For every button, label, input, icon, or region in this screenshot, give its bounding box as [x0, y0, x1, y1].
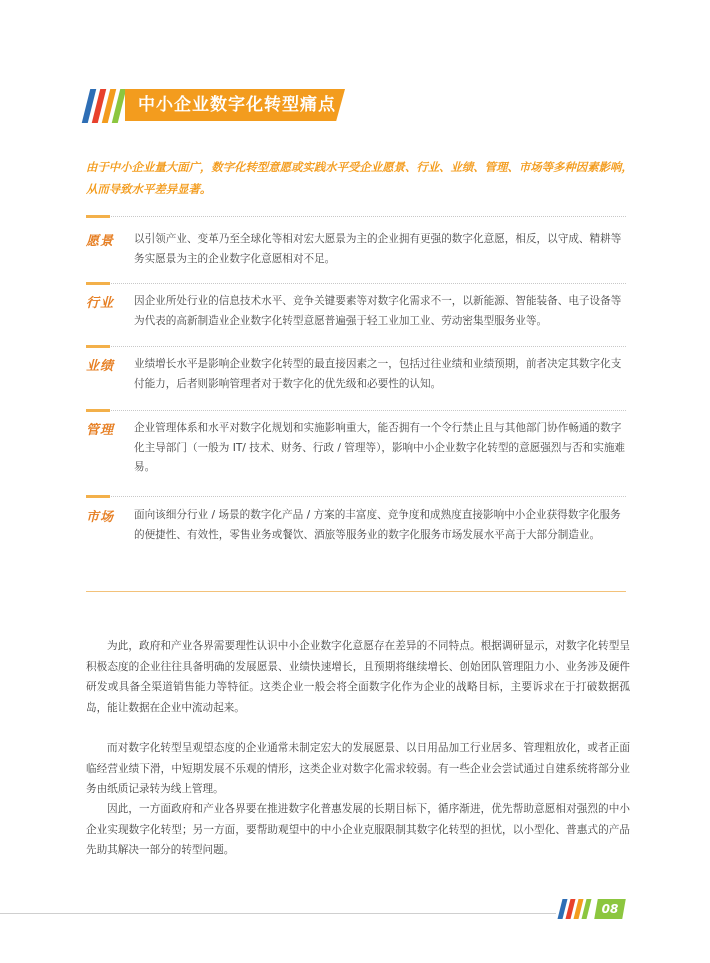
- intro-text: 由于中小企业量大面广，数字化转型意愿或实践水平受企业愿景、行业、业绩、管理、市场等多种因素影响，从而导致水平差异显著。: [86, 160, 633, 196]
- factor-label: 行业: [86, 296, 115, 311]
- factor-label: 业绩: [86, 359, 115, 374]
- factor-text: 企业管理体系和水平对数字化规划和实施影响重大，能否拥有一个令行禁止且与其他部门协作畅通的数字化主导部门（一般为 IT/ 技术、财务、行政 / 管理等），影响中小企业数字化转型的意愿强烈与否和实施难易。: [134, 422, 626, 473]
- divider: [86, 283, 626, 284]
- divider: [86, 346, 626, 347]
- divider: [86, 496, 626, 497]
- divider: [86, 410, 626, 411]
- header-stripes-icon: [86, 89, 130, 123]
- factor-text: 因企业所处行业的信息技术水平、竞争关键要素等对数字化需求不一，以新能源、智能装备、电子设备等为代表的高新制造业企业数字化转型意愿普遍强于轻工业加工业、劳动密集型服务业等。: [134, 295, 622, 327]
- footer-rule: [0, 913, 556, 914]
- page-title: 中小企业数字化转型痛点: [138, 95, 336, 115]
- factor-label: 市场: [86, 510, 115, 525]
- section-end-rule: [86, 591, 626, 592]
- page-number: 08: [601, 902, 619, 916]
- factor-text: 以引领产业、变革乃至全球化等相对宏大愿景为主的企业拥有更强的数字化意愿，相反，以守成、精耕等务实愿景为主的企业数字化意愿相对不足。: [134, 233, 622, 265]
- body-paragraph: 而对数字化转型呈观望态度的企业通常未制定宏大的发展愿景、以日用品加工行业居多、管理粗放化，或者正面临经营业绩下滑，中短期发展不乐观的情形，这类企业对数字化需求较弱。有一些企业会尝试通过自建系统将部分业务由纸质记录转为线上管理。: [86, 742, 630, 795]
- factor-label: 愿景: [86, 234, 115, 249]
- body-paragraph: 为此，政府和产业各界需要理性认识中小企业数字化意愿存在差异的不同特点。根据调研显示，对数字化转型呈积极态度的企业往往具备明确的发展愿景、业绩快速增长，且预期将继续增长、创始团队管理阻力小、业务涉及硬件研发或具备全渠道销售能力等特征。这类企业一般会将全面数字化作为企业的战略目标，主要诉求在于打破数据孤岛，能让数据在企业中流动起来。: [86, 640, 630, 714]
- factor-text: 面向该细分行业 / 场景的数字化产品 / 方案的丰富度、竞争度和成熟度直接影响中小企业获得数字化服务的便捷性、有效性，零售业务或餐饮、酒旅等服务业的数字化服务市场发展水平高于大部分制造业。: [134, 509, 621, 541]
- factor-label: 管理: [86, 423, 115, 438]
- divider: [86, 216, 626, 217]
- body-paragraph: 因此，一方面政府和产业各界要在推进数字化普惠发展的长期目标下，循序渐进，优先帮助意愿相对强烈的中小企业实现数字化转型；另一方面，要帮助观望中的中小企业克服限制其数字化转型的担忧，以小型化、普惠式的产品先助其解决一部分的转型问题。: [86, 803, 630, 856]
- factor-text: 业绩增长水平是影响企业数字化转型的最直接因素之一，包括过往业绩和业绩预期，前者决定其数字化支付能力，后者则影响管理者对于数字化的优先级和必要性的认知。: [134, 358, 622, 390]
